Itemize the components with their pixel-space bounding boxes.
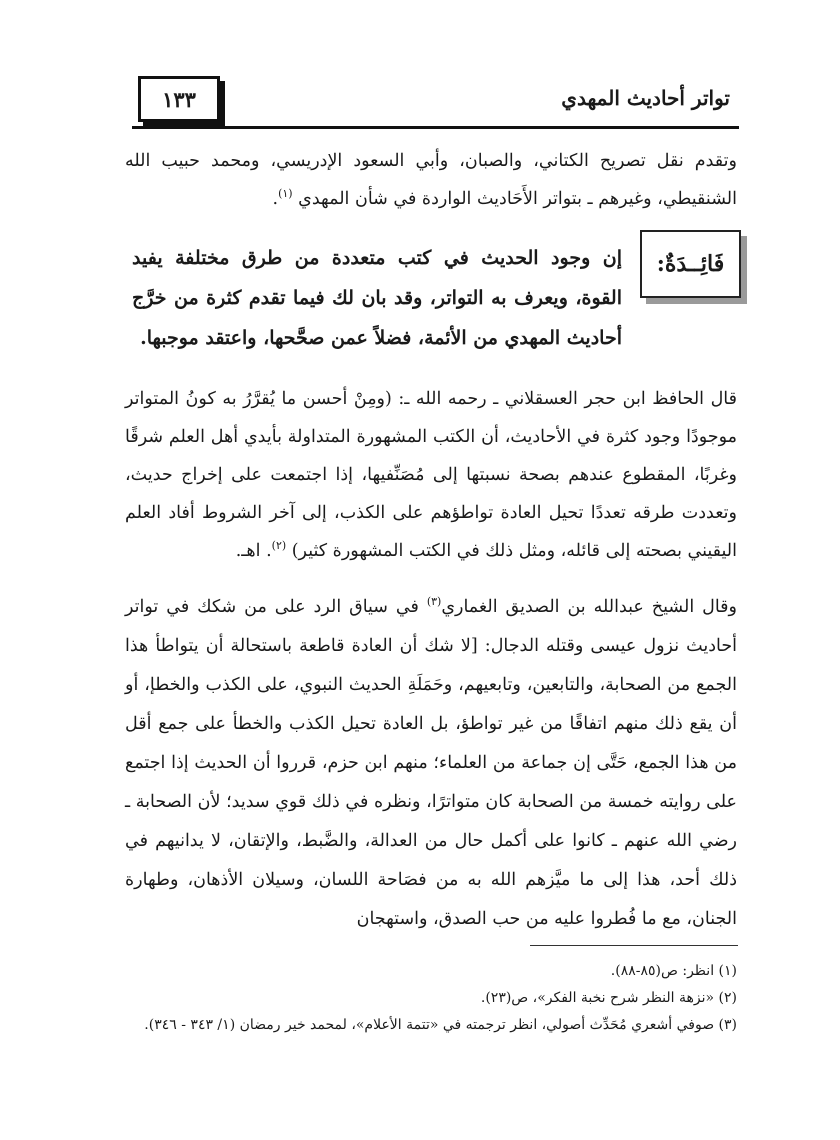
footnote-ref-2[interactable]: (٢): [271, 539, 287, 553]
benefit-label-box: [640, 230, 741, 298]
paragraph-2: [125, 380, 737, 570]
footnotes: [117, 958, 737, 1039]
paragraph-1-text: وتقدم نقل تصريح الكتاني، والصبان، وأبي السعود الإدريسي، ومحمد حبيب الله الشنقيطي، وغيرهم ـ بتواتر الأَحَاديث الواردة في شأن المهدي: [125, 151, 737, 209]
running-header-title: تواتر أحاديث المهدي: [561, 86, 730, 110]
page-number-box: [138, 76, 220, 122]
footnote-1: (١) انظر: ص(٨٥-٨٨).: [610, 963, 737, 979]
benefit-text: إن وجود الحديث في كتب متعددة من طرق مختلفة يفيد القوة، ويعرف به التواتر، وقد بان لك فيما تقدم كثرة من خرَّج أحاديث المهدي من الأئمة، فضلاً عمن صحَّحها، واعتقد موجبها.: [132, 247, 622, 349]
paragraph-1: [125, 142, 737, 218]
footnote-rule: [530, 945, 738, 946]
footnote-ref-3[interactable]: (٣): [426, 595, 442, 609]
paragraph-3-text-a: وقال الشيخ عبدالله بن الصديق الغماري: [441, 597, 737, 617]
benefit-label: فَائِــدَةٌ:: [656, 251, 725, 277]
header-rule: [132, 126, 739, 129]
page-number: ١٣٣: [162, 86, 196, 112]
paragraph-1-end: .: [272, 189, 279, 209]
paragraph-2-end: . اهـ.: [235, 541, 272, 561]
footnote-3: (٣) صوفي أشعري مُحَدِّث أصولي، انظر ترجمته في «تتمة الأعلام»، لمحمد خير رمضان (١/ ٣٤٣ - ٣٤٦).: [144, 1017, 737, 1033]
paragraph-3-text-b: في سياق الرد على من شكك في تواتر أحاديث نزول عيسى وقتله الدجال: [لا شك أن العادة قاطعة باستحالة أن يتواطأ هذا الجمع من الصحابة، والتابعين، وتابعيهم، وحَمَلَةِ الحديث النبوي، على الكذب والخطإ، أو أن يقع ذلك منهم اتفاقًا من غير تواطؤ، بل العادة تحيل الكذب والخطأ على جمع أقل من هذا الجمع، حَتَّى إن جماعة من العلماء؛ منهم ابن حزم، قرروا أن الحديث إذا اجتمع على روايته خمسة من الصحابة كان متواترًا، ونظره في ذلك قوي سديد؛ لأن الصحابة ـ رضي الله عنهم ـ كانوا على أكمل حال من العدالة، والضَّبط، والإتقان، لا يدانيهم في ذلك أحد، هذا إلى ما ميَّزهم الله به من فصَاحة اللسان، وسيلان الأذهان، وطهارة الجنان، مع ما فُطروا عليه من حب الصدق، واستهجان: [125, 597, 737, 929]
paragraph-3: [125, 588, 737, 939]
footnote-ref-1[interactable]: (١): [278, 187, 293, 201]
paragraph-2-text: قال الحافظ ابن حجر العسقلاني ـ رحمه الله ـ: (ومِنْ أحسن ما يُقرَّرُ به كونُ المتواتر موجودًا وجود كثرة في الأحاديث، أن الكتب المشهورة المتداولة بأيدي أهل العلم شرقًا وغربًا، المقطوع عندهم بصحة نسبتها إلى مُصَنِّفيها، إذا اجتمعت على إخراج حديث، وتعددت طرقه تعددًا تحيل العادة تواطؤهم على الكذب، إلى آخر الشروط أفاد العلم اليقيني بصحته إلى قائله، ومثل ذلك في الكتب المشهورة كثير): [125, 389, 737, 561]
footnote-2: (٢) «نزهة النظر شرح نخبة الفكر»، ص(٢٣).: [480, 990, 737, 1006]
